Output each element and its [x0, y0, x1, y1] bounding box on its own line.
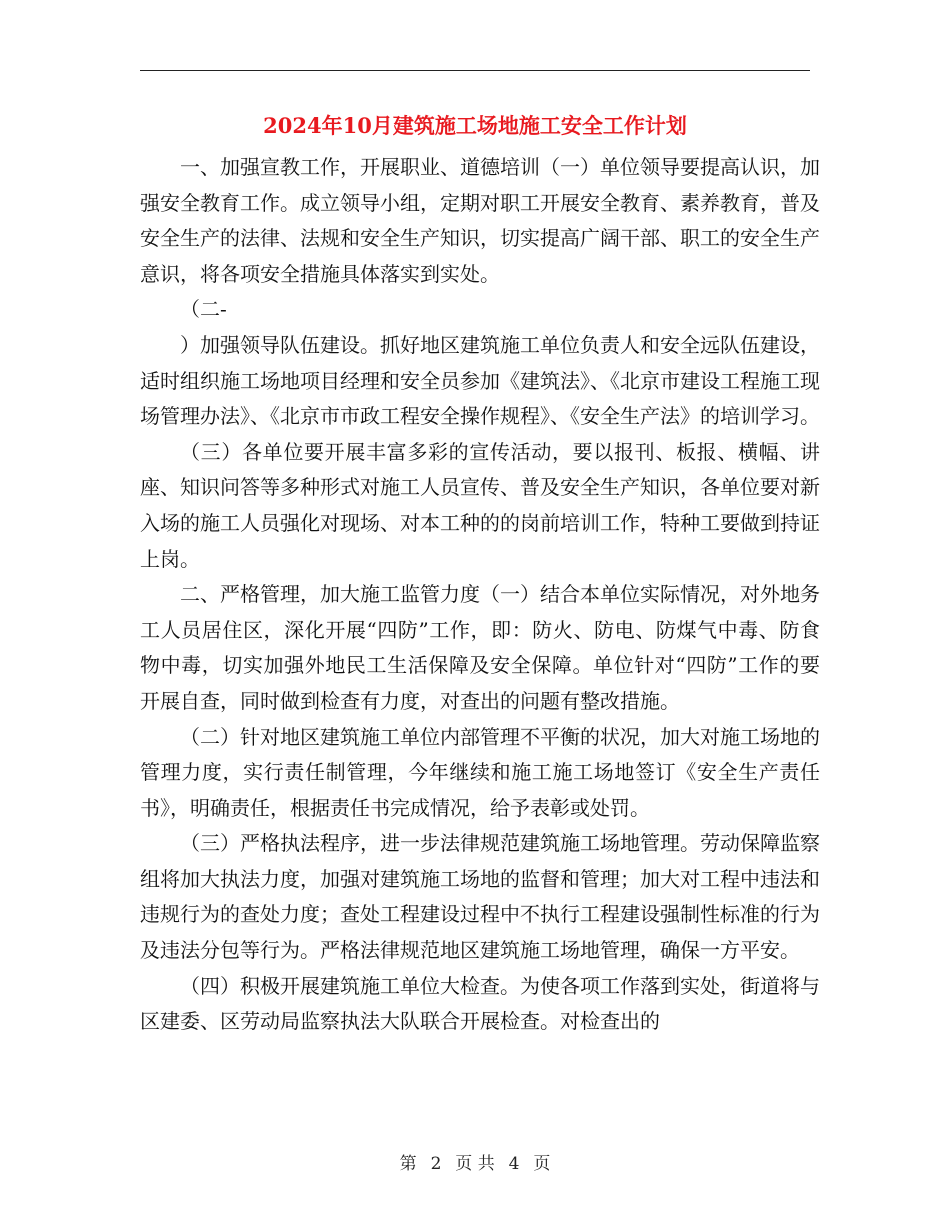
paragraph-2: （二-	[180, 297, 227, 322]
paragraph-4: （三）各单位要开展丰富多彩的宣传活动，要以报刊、板报、横幅、讲座、知识问答等多种形式对施工人员宣传、普及安全生产知识，各单位要对新入场的施工人员强化对现场、对本工种的的岗前培训工作，特种工要做到持证上岗。	[140, 439, 820, 571]
document-title: 2024年10月建筑施工场地施工安全工作计划	[263, 113, 687, 138]
footer-middle: 页 共	[455, 1154, 495, 1174]
paragraph-5: 二、严格管理，加大施工监管力度（一）结合本单位实际情况，对外地务工人员居住区，深化开展“四防”工作，即：防火、防电、防煤气中毒、防食物中毒，切实加强外地民工生活保障及安全保障。单位针对“四防”工作的要开展自查，同时做到检查有力度，对查出的问题有整改措施。	[140, 582, 820, 713]
document-body	[140, 150, 820, 1040]
paragraph-3: ）加强领导队伍建设。抓好地区建筑施工单位负责人和安全远队伍建设，适时组织施工场地项目经理和安全员参加《建筑法》、《北京市建设工程施工现场管理办法》、《北京市市政工程安全操作规程》、《安全生产法》的培训学习。	[140, 332, 820, 429]
paragraph-1: 一、加强宣教工作，开展职业、道德培训（一）单位领导要提高认识，加强安全教育工作。成立领导小组，定期对职工开展安全教育、素养教育，普及安全生产的法律、法规和安全生产知识，切实提高广阔干部、职工的安全生产意识，将各项安全措施具体落实到实处。	[140, 155, 820, 286]
footer-page-number: 2	[430, 1154, 442, 1174]
paragraph-7: （三）严格执法程序，进一步法律规范建筑施工场地管理。劳动保障监察组将加大执法力度，加强对建筑施工场地的监督和管理；加大对工程中违法和违规行为的查处力度；查处工程建设过程中不执行工程建设强制性标准的行为及违法分包等行为。严格法律规范地区建筑施工场地管理，确保一方平安。	[140, 831, 820, 963]
footer-suffix: 页	[533, 1154, 551, 1174]
paragraph-8: （四）积极开展建筑施工单位大检查。为使各项工作落到实处，街道将与区建委、区劳动局监察执法大队联合开展检查。对检查出的	[140, 973, 820, 1034]
footer-prefix: 第	[399, 1154, 417, 1174]
footer-total-pages: 4	[508, 1154, 520, 1174]
header-rule	[140, 70, 810, 71]
paragraph-6: （二）针对地区建筑施工单位内部管理不平衡的状况，加大对施工场地的管理力度，实行责任制管理，今年继续和施工施工场地签订《安全生产责任书》，明确责任，根据责任书完成情况，给予表彰或处罚。	[140, 724, 820, 820]
page-footer	[0, 1152, 950, 1176]
